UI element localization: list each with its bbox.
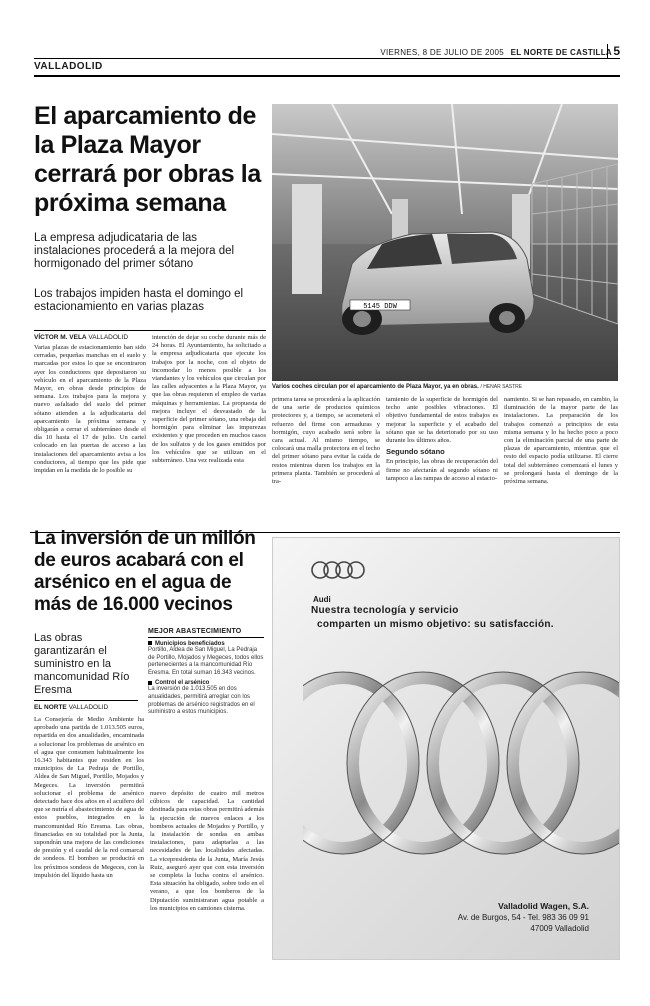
story1-deck-secondary: Los trabajos impiden hasta el domingo el estacionamiento en varias plazas — [34, 288, 244, 313]
story1-deck-rule — [34, 330, 266, 331]
story1-subhead: Segundo sótano — [386, 447, 445, 457]
bullet-icon — [148, 681, 152, 685]
story2-byline — [34, 704, 108, 711]
audi-rings-large-icon — [303, 638, 619, 888]
story1-column-4-text: tamiento de la superficie de hormigón del techo ante posibles vibraciones. El objetivo fundamental de estos trabajos es mejorar la superficie y el acabado del sótano que se ha deteriorado por su uso durante los últimos años. — [386, 396, 498, 445]
story1-column-5: namiento. Si se han repasado, en cambio, la iluminación de la mayor parte de las instalaciones. La preparación de los trabajos comenzó a principios de esta misma semana y lo ha hecho poco a poco con la eliminación parcial de una parte de plazas de aparcamiento, mientras que el resto del espacio podía utilizarse. El cierre total del subterráneo comenzará el lunes y se prolongará hasta el domingo de la próxima semana. — [504, 396, 618, 486]
story1-column-4 — [386, 396, 498, 530]
story2-headline: La inversión de un millón de euros acabará con el arsénico en el agua de más de 16.000 vecinos — [34, 528, 256, 615]
story1-deck: La empresa adjudicataria de las instalaciones procederá a la mejora del hormigonado del primer sótano — [34, 232, 235, 270]
story2-column-2: nuevo depósito de cuatro mil metros cúbicos de capacidad. La cantidad destinada para estas obras permitirá además la ejecución de nuevos enlaces a los bombeos actuales de Mojados y Portillo, y la instalación de sondas en ambas instalaciones, para adaptarlas a las necesidades de las localidades afectadas. La vicepresidenta de la Junta, María Jesús Ruiz, aseguró ayer que con esta inversión se completa la lucha contra el arsénico. Esta situación ha obligado, sobre todo en el verano, a que los bomberos de la Diputación suministraran agua potable a los municipios en camiones cisterna. — [150, 790, 264, 912]
sidebar-box — [148, 628, 264, 786]
dealer-city: 47009 Valladolid — [530, 924, 589, 933]
story1-column-2: intención de dejar su coche durante más de 24 horas. El Ayuntamiento, ha solicitado a la empresa adjudicataria que ejecute los trabajos por la noche, con el objeto de incomodar lo menos posible a los viandantes y los vehículos que circulan por las calles adyacentes a la Plaza Mayor, ya que las obras requieren el empleo de varias máquinas y herramientas. La propuesta de mejora incluye el desvastado de la superficie del primer sótano, una rebaja del hormigón para eliminar las impurezas existentes y que proceden en muchos casos de los sulfatos y de los gases emitidos por los vehículos que se utilizan en el subterráneo. Una vez realizada esta — [152, 334, 266, 465]
sidebar-box-heading-2: Control el arsénico — [148, 680, 264, 686]
bullet-icon — [148, 641, 152, 645]
story2-byline-name: EL NORTE — [34, 704, 67, 711]
section-label: VALLADOLID — [34, 61, 103, 72]
ad-slogan-line-2: comparten un mismo objetivo: su satisfacción. — [317, 619, 554, 630]
sidebar-box-title: MEJOR ABASTECIMIENTO — [148, 628, 264, 638]
story1-column-1: Varias plazas de estacionamiento han sido cerradas, pequeñas manchas en el suelo y marcadas por estos lo que se encontraron ayer los conductores que depositaron su vehículo en el aparcamiento de la Plaza Mayor, en obras desde principios de semana. Los trabajos para la mejora y nuevo asfaltado del suelo del primer sótano atienden a la adjudicataria del aparcamiento la próxima semana y obligarán a cerrar el subterráneo desde el día 10 hasta el 17 de julio. Un cartel colocado en las puertas de acceso a las instalaciones del aparcamiento avisa a los conductores, al tiempo que les pide que impidan en la medida de lo posible su — [34, 344, 146, 475]
photo-caption — [272, 384, 522, 390]
section-rule — [34, 75, 620, 77]
story2-deck: Las obras garantizarán el suministro en la mancomunidad Río Eresma — [34, 632, 130, 696]
license-plate: 5145 DDW — [363, 303, 397, 311]
top-rule — [34, 58, 620, 59]
story2-column-1: La Consejería de Medio Ambiente ha aprobado una partida de 1.013.505 euros, repartida en dos anualidades, encaminada a solucionar los problemas de arsénico en el agua que consumen habitualmente los 16.343 habitantes que residen en los municipios de La Pedraja de Portillo, Aldea de San Miguel, Portillo, Mojados y Megeces. La inversión permitirá solucionar el problema de arsénico detectado hace dos años en el acuífero del que se nutría el abastecimiento de agua de estos pueblos, integrados en la mancomunidad Río Eresma. Las obras, financiadas en su totalidad por la Junta, supondrán una mejora de las condiciones de presión y el caudal de la red comarcal de sondeos. El bombeo se producirá en los próximos sondeos de Megeces, con la impulsión del líquido hasta un — [34, 716, 144, 879]
story1-byline — [34, 334, 128, 341]
story1-byline-name: VÍCTOR M. VELA — [34, 334, 87, 341]
issue-date: VIERNES, 8 DE JULIO DE 2005 — [380, 48, 505, 57]
photo-caption-text: Varios coches circulan por el aparcamiento de Plaza Mayor, ya en obras. — [272, 384, 479, 390]
page-number: 5 — [607, 44, 620, 58]
parking-garage-photo — [272, 104, 618, 381]
audi-logo-small-icon — [309, 550, 369, 590]
story1-column-3: primera tarea se procederá a la aplicación de una serie de productos químicos protectores y, a tiempo, se acometerá el refuerzo del firme con armaduras y hormigón, cuyo acabado será sobre la cara actual. Al mismo tiempo, se colocará una malla protectora en el techo del primer sótano para evitar la caída de restos mientras duren los trabajos en la primera planta. También se procederá al tra- — [272, 396, 380, 486]
dealer-info — [458, 901, 589, 934]
story2-byline-place: VALLADOLID — [68, 704, 109, 711]
sidebar-box-text-1: Portillo, Aldea de San Miguel, La Pedraja de Portillo, Mojados y Megeces, todos ellos pertenecientes a la mancomunidad Río Eresma. En total suman 16.343 vecinos. — [148, 647, 264, 676]
audi-advertisement[interactable] — [272, 537, 620, 960]
garage-car-illustration — [272, 104, 618, 381]
paper-name: EL NORTE DE CASTILLA — [510, 48, 612, 57]
story1-headline: El aparcamiento de la Plaza Mayor cerrará por obras la próxima semana — [34, 102, 261, 217]
dateline — [380, 48, 612, 57]
sidebar-box-text-2: La inversión de 1.013.505 en dos anualidades, permitirá arreglar con los problemas de arsénico registrados en el suministro a estos municipios. — [148, 686, 255, 716]
story1-byline-place: VALLADOLID — [88, 334, 129, 341]
ad-slogan-line-1: Nuestra tecnología y servicio — [311, 605, 459, 616]
story2-deck-rule — [34, 700, 138, 701]
sidebar-box-heading-1: Municipios beneficiados — [148, 641, 264, 647]
dealer-name: Valladolid Wagen, S.A. — [498, 901, 589, 911]
dealer-address: Av. de Burgos, 54 - Tel. 983 36 09 91 — [457, 913, 589, 922]
story1-column-4-text-b: En principio, las obras de recuperación del firme no afectarán al segundo sótano ni tampoco a las rampas de acceso al estacio- — [386, 458, 498, 482]
photo-credit: / HENAR SASTRE — [480, 384, 523, 390]
audi-brand-name: Audi — [313, 595, 331, 604]
